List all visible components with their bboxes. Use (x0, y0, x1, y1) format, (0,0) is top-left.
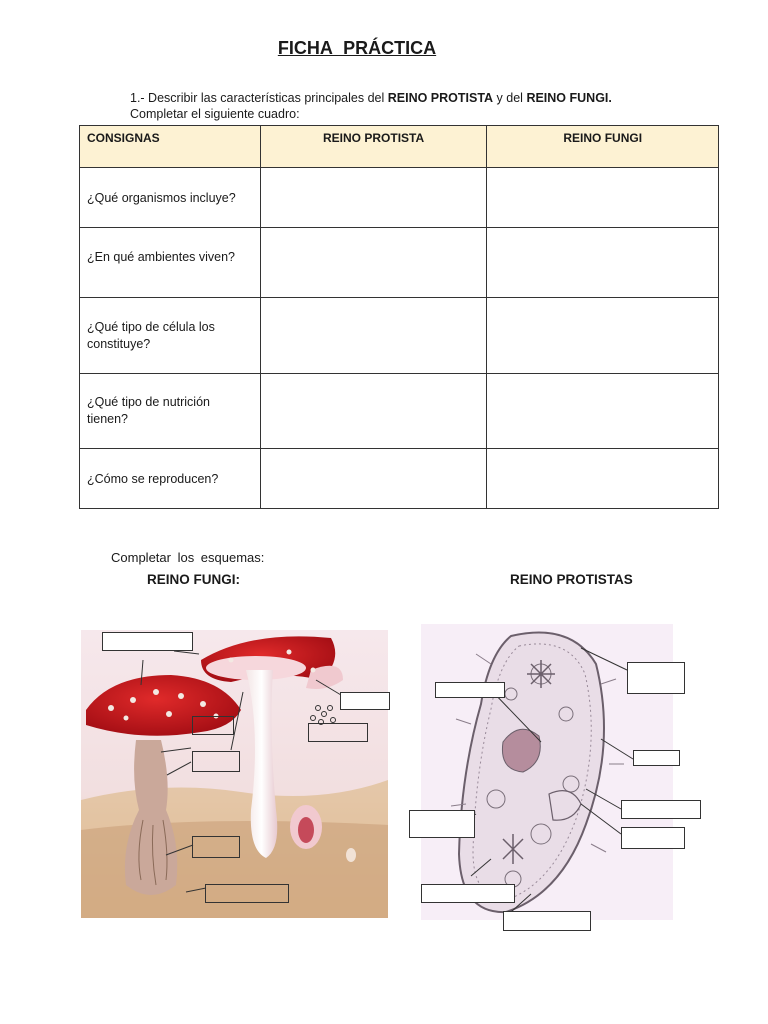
answer-cell-protista[interactable] (260, 298, 487, 374)
answer-cell-protista[interactable] (260, 228, 487, 298)
protista-label-box[interactable] (627, 662, 685, 694)
kingdom-protista-label: REINO PROTISTA (387, 91, 494, 105)
protista-label-box[interactable] (435, 682, 505, 698)
row-question: ¿Qué tipo de célula los constituye? (80, 298, 261, 374)
schemes-instruction: Completar los esquemas: (111, 550, 265, 565)
protista-label-box[interactable] (503, 911, 591, 931)
header-reino-protista: REINO PROTISTA (260, 126, 487, 168)
table-row (80, 374, 719, 449)
instructions (130, 90, 612, 122)
answer-cell-fungi[interactable] (487, 228, 719, 298)
table-row (80, 298, 719, 374)
instruction-line-1: 1.- Describir las características principales del REINO PROTISTA y del REINO FUNGI. (130, 91, 612, 105)
fungi-label-box[interactable] (308, 723, 368, 742)
kingdom-fungi-label: REINO FUNGI. (526, 91, 612, 105)
fungi-label-box[interactable] (192, 716, 234, 735)
answer-cell-protista[interactable] (260, 449, 487, 509)
answer-cell-fungi[interactable] (487, 374, 719, 449)
protista-label-box[interactable] (633, 750, 680, 766)
answer-cell-protista[interactable] (260, 168, 487, 228)
row-question: ¿Cómo se reproducen? (80, 449, 261, 509)
answer-cell-protista[interactable] (260, 374, 487, 449)
fungi-heading: REINO FUNGI: (147, 572, 240, 587)
protista-label-box[interactable] (621, 827, 685, 849)
protista-label-box[interactable] (421, 884, 515, 903)
answer-cell-fungi[interactable] (487, 168, 719, 228)
header-consignas: CONSIGNAS (80, 126, 261, 168)
answer-cell-fungi[interactable] (487, 298, 719, 374)
comparison-table (79, 125, 719, 509)
protista-label-box[interactable] (621, 800, 701, 819)
table-row (80, 168, 719, 228)
header-reino-fungi: REINO FUNGI (487, 126, 719, 168)
answer-cell-fungi[interactable] (487, 449, 719, 509)
row-question: ¿Qué tipo de nutrición tienen? (80, 374, 261, 449)
table-header-row (80, 126, 719, 168)
fungi-label-box[interactable] (205, 884, 289, 903)
fungi-label-box[interactable] (192, 751, 240, 772)
page-title: FICHA PRÁCTICA (277, 38, 437, 58)
table-row (80, 228, 719, 298)
row-question: ¿Qué organismos incluye? (80, 168, 261, 228)
table-row (80, 449, 719, 509)
fungi-label-box[interactable] (102, 632, 193, 651)
protista-heading: REINO PROTISTAS (510, 572, 633, 587)
instruction-line-2: Completar el siguiente cuadro: (130, 107, 300, 121)
mushroom-illustration (81, 630, 388, 918)
row-question: ¿En qué ambientes viven? (80, 228, 261, 298)
fungi-label-box[interactable] (192, 836, 240, 858)
fungi-label-box[interactable] (340, 692, 390, 710)
protista-label-box[interactable] (409, 810, 475, 838)
